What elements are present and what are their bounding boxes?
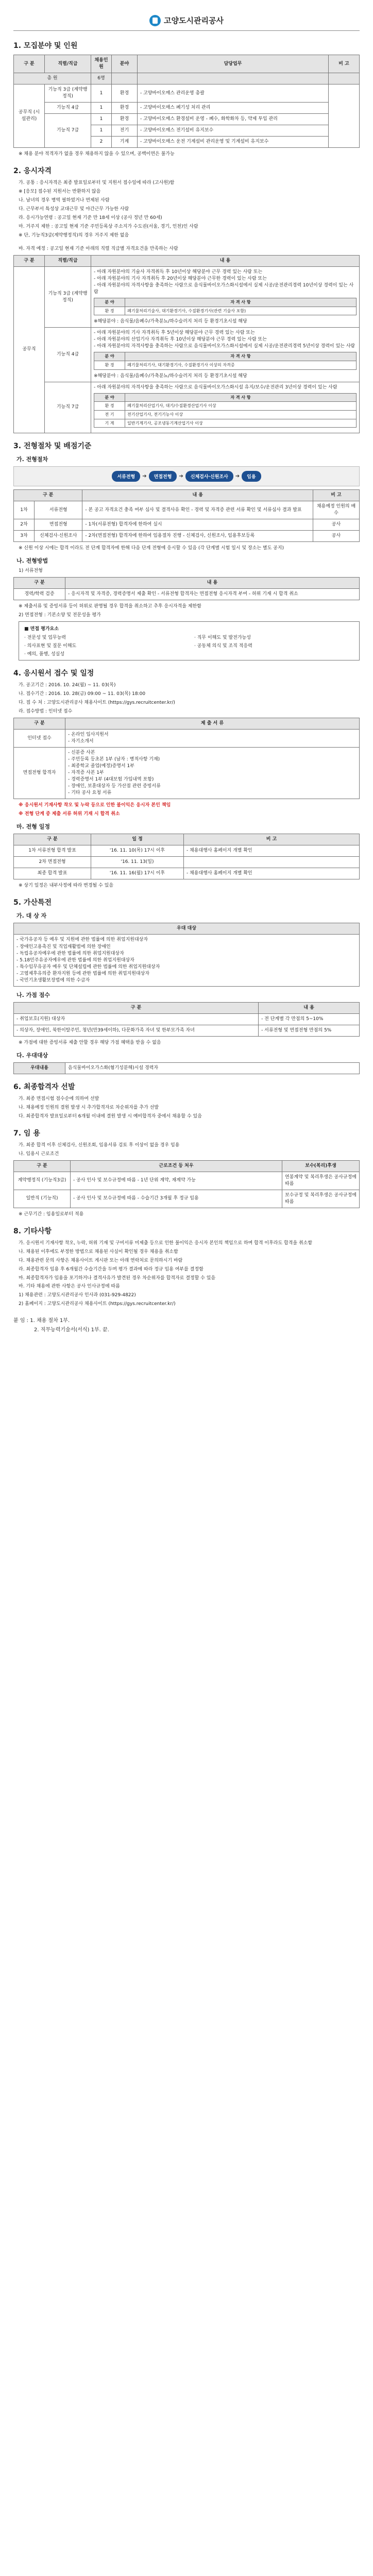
final-item: 나. 채용예정 인원의 결원 발생 시 추가합격자로 차순위자를 추가 선발 (19, 1105, 159, 1110)
qualification-table (13, 255, 360, 433)
field-cell: 환경 (112, 114, 138, 125)
th: 담당업무 (138, 55, 329, 73)
qual-detail-intro: 바. 자격 예정 : 공고일 현재 기준 아래의 직렬 직급별 자격요건을 만족하는 사람 (19, 246, 178, 251)
header (13, 10, 360, 31)
th: 분 야 (94, 393, 125, 402)
th: 자 격 사 항 (125, 352, 357, 361)
schedule-note: ※ 상기 일정은 내부사정에 따라 변경될 수 있음 (19, 883, 114, 889)
th: 자 격 사 항 (125, 298, 357, 307)
sub-qual: 폐기물처리기사, 대기환경기사, 수질환경기사 이상의 자격증 (125, 361, 357, 370)
duty-cell: - 고양바이오매스 전기설비 유지보수 (138, 125, 329, 137)
doc-note: ※ 제출서류 및 증빙서류 등이 허위로 판명될 경우 합격을 취소하고 추후 응시자격을 제한함 (19, 604, 201, 609)
sub-field: 기 계 (94, 419, 125, 428)
submit-name: 인터넷 접수 (14, 730, 65, 748)
count-cell: 1 (91, 114, 112, 125)
step-cell: 2차 (14, 519, 35, 531)
cond-pay: 보수규정 및 복리후생은 공사규정에 따름 (282, 1190, 360, 1208)
sub-title: 나. 가점 점수 (16, 991, 50, 998)
doc-name: 경력/학력 검증 (14, 589, 65, 600)
sched-note: - 채용대행사 홈페이지 개별 확인 (184, 845, 360, 857)
th: 내 용 (259, 1002, 360, 1013)
submit-name: 면접전형 합격자 (14, 748, 65, 799)
section-title: 6. 최종합격자 선발 (13, 1082, 75, 1091)
org-logo-icon (149, 15, 161, 26)
sub-field: 환 경 (94, 361, 125, 370)
qual-item: ※ 단, 기능직3급(계약행정직)의 경우 거주지 제한 없음 (19, 232, 129, 238)
section-title: 5. 가산특전 (13, 899, 52, 907)
duty-cell: - 고양바이오매스 환경설비 운영 - 폐수, 화학화차 등, 약제 투입 관리 (138, 114, 329, 125)
sub-title: 다. 우대대상 (16, 1052, 48, 1059)
qual-foot: ※해당분야 : 음식물/음폐수/가축분뇨/하수슬러지 처리 등 환경기초시설 해당 (94, 319, 247, 325)
sub-qual: 폐기물처리기술사, 대기환경기사, 수질환경기사(관련 기술사 포함) (125, 307, 357, 315)
submit-line: - 자기소개서 (68, 739, 94, 744)
qual-item: 마. 거주지 제한 : 공고일 현재 기준 주민등록상 주소지가 수도권(서울, 경기, 인천)인 사람 (19, 224, 198, 230)
qual-sub-table (94, 393, 357, 428)
field-cell: 환경 (112, 103, 138, 114)
qual-content-cell (91, 382, 360, 433)
rank-cell: 기능직 3급 (계약행정직) (45, 84, 91, 103)
preference-table (13, 1062, 360, 1074)
th: 비 고 (184, 834, 360, 845)
attachments (13, 1316, 360, 1335)
section-title: 8. 기타사항 (13, 1227, 52, 1235)
flow-step-appoint: 임용 (242, 471, 261, 482)
qual-foot: ※해당분야 : 음식물/음폐수/가축분뇨/하수슬러지 처리 등 환경기초시설 해당 (94, 373, 247, 379)
step-note: 공사 (313, 531, 360, 542)
field-cell: 기계 (112, 137, 138, 148)
final-item: 가. 최종 면접시험 점수순에 의하여 선발 (19, 1096, 99, 1101)
step-note: 채용예정 인원의 배수 (313, 501, 360, 519)
qual-sub-table (94, 352, 357, 369)
interview-box (19, 621, 360, 660)
qual-sub-table (94, 298, 357, 315)
section-title: 2. 응시자격 (13, 167, 52, 176)
appoint-item: 나. 임용시 근로조건 (19, 1151, 59, 1157)
flow-step-document: 서류전형 (112, 471, 140, 482)
step-cell: 3차 (14, 531, 35, 542)
qual-line: - 아래 자원분야의 산업기사 자격취득 후 10년이상 해당분야 근무 경력 있는 사람 또는 (94, 337, 267, 343)
total-label: 총 원 (14, 73, 91, 84)
step-content: - 2차(면접전형) 합격자에 한하여 임용절차 진행 - 신체검사, 신원조사, 임용후보등록 (82, 531, 313, 542)
sched-date: '16. 11. 10(목) 17시 이후 (91, 845, 184, 857)
category-cell: 공무직 (시설관리) (14, 84, 45, 148)
appoint-item: 가. 최종 합격 이후 신체검사, 신원조회, 임용서류 검토 후 이상이 없을 경우 임용 (19, 1142, 180, 1148)
qual-item: ※ [응모] 접수된 지원서는 반환하지 않음 (19, 189, 101, 195)
submit-line: - 경력증명서 1부 (4대보험 가입내역 포함) (68, 777, 154, 783)
field-cell: 환경 (112, 84, 138, 103)
qual-line: - 아래 자원분야의 자격사항을 충족하는 사람으로 음식물바이오가스화시설 유지/보수/운전관리 3년이상 경력이 있는 사람 (94, 384, 337, 390)
th: 근로조건 등 처우 (71, 1160, 282, 1172)
schedule-table (13, 834, 360, 879)
th: 분 야 (94, 352, 125, 361)
count-cell: 1 (91, 125, 112, 137)
total-count: 6명 (91, 73, 112, 84)
sched-date: '16. 11. 13(일) (91, 857, 184, 868)
cond-pay: 연봉계약 및 복리후생은 공사규정에 따름 (282, 1172, 360, 1190)
th: 우대 대상 (14, 923, 360, 935)
count-cell: 1 (91, 103, 112, 114)
sub-qual: 일반기계기사, 공조냉동기계산업기사 이상 (125, 419, 357, 428)
cond-content: - 공사 인사 및 보수규정에 따름 - 1년 단위 계약, 재계약 가능 (71, 1172, 282, 1190)
process-table (13, 489, 360, 542)
th: 구 분 (14, 255, 45, 266)
bonus-table (13, 1002, 360, 1037)
submit-line: - 자격증 사본 1부 (68, 770, 104, 776)
pref-content: 음식물바이오가스화(혐기성분해)시설 경력자 (65, 1062, 360, 1074)
section-final (13, 1081, 360, 1121)
bonus-name: - 취업보호(지원) 대상자 (14, 1013, 259, 1025)
qual-line: - 아래 자원분야의 자격사항을 충족하는 사람으로 음식물바이오가스화시설에서 실제 시공/운전관리경력 5년이상 경력이 있는 사람 (94, 344, 355, 349)
target-line: - 특수임무유공자 예우 및 단체설립에 관한 법률에 의한 취업지원대상자 (16, 964, 160, 970)
th: 채용인원 (91, 55, 112, 73)
interview-item: · 예의, 품행, 성실성 (24, 652, 65, 657)
arrow-right-icon: ➔ (142, 473, 147, 480)
etc-item: 나. 채용된 이후에도 부정한 방법으로 채용된 사실이 확인될 경우 채용을 취소함 (19, 1249, 178, 1255)
qual-content-cell (91, 266, 360, 327)
qual-item: 나. 남녀의 경우 병역 필하였거나 면제된 사람 (19, 198, 110, 204)
cond-name: 일반직 (기능직) (14, 1190, 71, 1208)
th: 구 분 (14, 55, 45, 73)
submit-line: - 주민등록 등초본 1부 (남자 : 병적사항 기재) (68, 757, 160, 762)
sched-name: 1차 서류전형 합격 발표 (14, 845, 91, 857)
step-cell: 1차 (14, 501, 35, 519)
step-name: 서류전형 (35, 501, 82, 519)
process-note: ※ 신원 이상 시에는 합격 이라도 전 단계 합격자에 한해 다음 단계 전형에 응시할 수 있음 (각 단계별 시험 일시 및 장소는 별도 공지) (19, 546, 284, 551)
sub-qual: 폐기물처리산업기사, 대기/수질환경산업기사 이상 (125, 402, 357, 411)
target-lines (14, 935, 360, 986)
org-logo (149, 15, 224, 26)
arrow-right-icon: ➔ (179, 473, 183, 480)
sub-item: 1) 서류전형 (19, 568, 43, 574)
condition-note: ※ 근무기간 : 임용일로부터 적용 (19, 1211, 84, 1217)
submit-line: - 기타 공사 요청 서류 (68, 790, 112, 796)
submit-warning: ※ 응시원서 기재사항 착오 및 누락 등으로 인한 불이익은 응시자 본인 책임 (19, 803, 171, 808)
interview-item: · 전문성 및 업무능력 (24, 635, 66, 641)
submit-line: - 신분증 사본 (68, 750, 95, 756)
qual-item: 라. 응시가능연령 : 공고일 현재 기준 만 18세 이상 (공사 정년 만 60세) (19, 215, 162, 221)
sched-name: 최종 합격 발표 (14, 868, 91, 879)
arrow-right-icon: ➔ (235, 473, 240, 480)
sub-item: 2) 면접전형 : 기본소양 및 전문성을 평가 (19, 613, 101, 618)
cond-content: - 공사 인사 및 보수규정에 따름 - 수습기간 3개월 후 정규 임용 (71, 1190, 282, 1208)
recruit-table (13, 55, 360, 148)
rank-cell: 기능직 4급 (45, 328, 91, 382)
etc-item: 마. 최종합격자가 임용을 포기하거나 결격사유가 발견된 경우 차순위자를 합격자로 결정할 수 있음 (19, 1275, 216, 1281)
etc-item: 다. 채용관련 문의 사항은 채용사이트 게시판 또는 아래 연락처로 문의하시기 바람 (19, 1258, 183, 1263)
org-name: 고양도시관리공사 (164, 16, 224, 25)
doc-screening-table (13, 577, 360, 600)
etc-item: 라. 최종합격자 임용 후 6개월간 수습기간을 두며 평가 결과에 따라 정규 임용 여부를 결정함 (19, 1266, 204, 1272)
duty-cell: - 고양바이오매스 운전 기계설비 관리운영 및 기계설비 유지보수 (138, 137, 329, 148)
duty-cell: - 고양바이오매스 폐기성 처리 관리 (138, 103, 329, 114)
qual-line: - 아래 자원분야의 기사 자격취득 후 5년이상 해당분야 근무 경력 있는 사람 또는 (94, 330, 255, 336)
th: 우대내용 (14, 1062, 65, 1074)
duty-cell: - 고양바이오매스 관리운영 총괄 (138, 84, 329, 103)
th: 구 분 (14, 1160, 71, 1172)
th: 구 분 (14, 718, 65, 729)
th: 구 분 (14, 490, 82, 501)
recruit-note: ※ 채용 분야 적격자가 없을 경우 채용하지 않을 수 있으며, 공백이면은 불가능 (19, 151, 175, 157)
th: 분 야 (94, 298, 125, 307)
sub-title: 가. 대 상 자 (16, 912, 47, 920)
qual-line: - 아래 자원분야의 자격사항을 충족하는 사람으로 음식물바이오가스화시설에서 실제 시공/운전관리경력 10년이상 경력이 있는 사람 (94, 283, 354, 295)
etc-item: 가. 응시원서 기재사항 착오, 누락, 허위 기재 및 구비서류 미제출 등으로 인한 불이익은 응시자 본인의 책임으로 하며 합격 이후라도 합격을 취소함 (19, 1240, 313, 1246)
section-title: 7. 임 용 (13, 1129, 40, 1138)
target-line: - 5.18민주유공자예우에 관한 법률에 의한 취업지원대상자 (16, 957, 134, 963)
sub-field: 환 경 (94, 307, 125, 315)
th: 자 격 사 항 (125, 393, 357, 402)
rank-cell: 기능직 7급 (45, 114, 91, 148)
attach-line: 2. 직무능력기술서(서식) 1부. 끝. (34, 1327, 109, 1333)
step-content: - 본 공고 자격요건 충족 여부 심사 및 결격사유 확인 - 경력 및 자격증 관련 서류 확인 및 서류심사 결과 발표 (82, 501, 313, 519)
th: 비 고 (313, 490, 360, 501)
flow-step-interview: 면접전형 (149, 471, 177, 482)
bonus-name: - 의상자, 장애인, 북한이탈주민, 청년(만39세이하), 다문화가족 자녀 및 한부모가족 자녀 (14, 1025, 259, 1036)
count-cell: 2 (91, 137, 112, 148)
sched-date: '16. 11. 16(월) 17시 이후 (91, 868, 184, 879)
sub-title: 나. 전형방법 (16, 557, 48, 565)
step-name: 신체검사·신원조사 (35, 531, 82, 542)
interview-item: · 직무 이해도 및 발전가능성 (194, 635, 251, 641)
sub-qual: 전기산업기사, 전기기능사 이상 (125, 410, 357, 419)
qual-content-cell (91, 328, 360, 382)
interview-item: · 의사표현 및 질문 이해도 (24, 643, 77, 649)
target-table (13, 923, 360, 986)
submit-line: - 최종학교 졸업(예정)증명서 1부 (68, 764, 134, 769)
th: 내 용 (91, 255, 360, 266)
rank-cell: 기능직 4급 (45, 103, 91, 114)
schedule-line: 라. 접수방법 : 인터넷 접수 (19, 709, 73, 715)
section-process (13, 440, 360, 660)
bonus-note: ※ 가점에 대한 증빙서류 제출 안할 경우 해당 가점 혜택을 받을 수 없음 (19, 1040, 161, 1045)
th: 분야 (112, 55, 138, 73)
category-cell: 공무직 (14, 266, 45, 433)
th: 직렬/직급 (45, 55, 91, 73)
th: 구 분 (14, 1002, 259, 1013)
th: 일 정 (91, 834, 184, 845)
bonus-content: - 전 단계별 각 만점의 5~10% (259, 1013, 360, 1025)
sub-field: 환 경 (94, 402, 125, 411)
section-bonus (13, 897, 360, 1074)
target-line: - 독립유공자예우에 관한 법률에 의한 취업지원대상자 (16, 951, 124, 956)
section-recruit (13, 40, 360, 158)
target-line: - 고엽제후유의증 환자지원 등에 관한 법률에 의한 취업지원대상자 (16, 971, 150, 976)
count-cell: 1 (91, 84, 112, 103)
section-appointment (13, 1128, 360, 1218)
submit-line: - 장애인, 보훈대상자 등 가산점 관련 증빙서류 (68, 784, 161, 789)
th: 내 용 (65, 578, 360, 589)
submit-lines (65, 730, 360, 748)
sched-name: 2차 면접전형 (14, 857, 91, 868)
qual-line: - 아래 자원분야의 기사 자격취득 후 20년이상 해당분야 근무한 경력이 있는 사람 또는 (94, 276, 267, 281)
th: 보수(복리)후생 (282, 1160, 360, 1172)
th: 비 고 (329, 55, 360, 73)
flow-step-check: 신체검사·신원조사 (185, 471, 233, 482)
submit-docs-table (13, 718, 360, 799)
bonus-content: - 서류전형 및 면접전형 만점의 5% (259, 1025, 360, 1036)
section-application (13, 668, 360, 890)
qual-item: 다. 근무부서 특성상 교대근무 및 야간근무 가능한 사람 (19, 207, 129, 212)
th: 구 분 (14, 578, 65, 589)
etc-item: 1) 채용관련 : 고양도시관리공사 인사과 (031-929-4822) (19, 1293, 136, 1298)
target-line: - 장애인고용촉진 및 직업재활법에 의한 장애인 (16, 944, 111, 950)
section-qualification (13, 165, 360, 433)
section-title: 1. 모집분야 및 인원 (13, 42, 78, 50)
schedule-line: 나. 접수기간 : 2016. 10. 28(금) 09:00 ~ 11. 03(목) 18:00 (19, 691, 146, 697)
submit-line: - 온라인 입사지원서 (68, 732, 109, 737)
etc-item: 2) 홈페이지 : 고양도시관리공사 채용사이트 (https://gys.recruitcenter.kr/) (19, 1301, 176, 1307)
interview-item (194, 650, 354, 657)
qual-common: 가. 공통 : 응시자격은 최종 발표일로부터 및 지원서 접수일에 따라 (고사원)함 (19, 180, 175, 186)
target-line: - 국가유공자 등 예우 및 지원에 관한 법률에 의한 취업지원대상자 (16, 937, 148, 943)
step-name: 면접전형 (35, 519, 82, 531)
section-title: 3. 전형절차 및 배점기준 (13, 442, 92, 451)
sched-note: - 채용대행사 홈페이지 개별 확인 (184, 868, 360, 879)
final-item: 다. 최종합격자 발표일로부터 6개월 이내에 결원 발생 시 예비합격자 중에서 채용할 수 있음 (19, 1113, 202, 1119)
schedule-line: 가. 공고기간 : 2016. 10. 24(월) ~ 11. 03(목) (19, 683, 116, 688)
sub-title: 가. 전형절차 (16, 456, 48, 463)
th: 내 용 (82, 490, 313, 501)
rank-cell: 기능직 3급 (계약행정직) (45, 266, 91, 327)
target-line: - 국민기초생활보장법에 의한 수급자 (16, 977, 90, 983)
process-flow (13, 466, 360, 486)
field-cell: 전기 (112, 125, 138, 137)
rank-cell: 기능직 7급 (45, 382, 91, 433)
doc-content: - 응시자격 및 자격증, 경력증명서 제출 확인 - 서류전형 합격자는 면접전형 응시자격 부여 - 허위 기재 시 합격 취소 (65, 589, 360, 600)
submit-lines (65, 748, 360, 799)
etc-item: 바. 기타 채용에 관한 사항은 공사 인사규정에 따름 (19, 1284, 120, 1290)
th: 직렬/직급 (45, 255, 91, 266)
attach-line: 붙 임 : 1. 채용 절차 1부. (13, 1318, 70, 1324)
sub-title: 마. 전형 일정 (16, 823, 50, 831)
section-etc (13, 1226, 360, 1309)
th: 구 분 (14, 834, 91, 845)
qual-line: - 아래 자원분야의 기술사 자격취득 후 10년이상 해당분야 근무 경력 있는 사람 또는 (94, 269, 263, 275)
interview-item: · 공동체 의식 및 조직 적응력 (194, 643, 252, 649)
th: 제 출 서 류 (65, 718, 360, 729)
step-note: 공사 (313, 519, 360, 531)
condition-table (13, 1160, 360, 1208)
step-content: - 1차(서류전형) 합격자에 한하여 실시 (82, 519, 313, 531)
schedule-line: 다. 접 수 처 : 고양도시관리공사 채용사이트 (https://gys.recruitcenter.kr/) (19, 700, 175, 706)
sub-field: 전 기 (94, 410, 125, 419)
sched-note (184, 857, 360, 868)
interview-title: ■ 면접 평가요소 (24, 626, 59, 632)
submit-warning: ※ 전형 단계 중 제출 서류 허위 기재 시 합격 취소 (19, 811, 120, 817)
cond-name: 계약행정직 (기능직3급) (14, 1172, 71, 1190)
section-title: 4. 응시원서 접수 및 일정 (13, 669, 94, 678)
